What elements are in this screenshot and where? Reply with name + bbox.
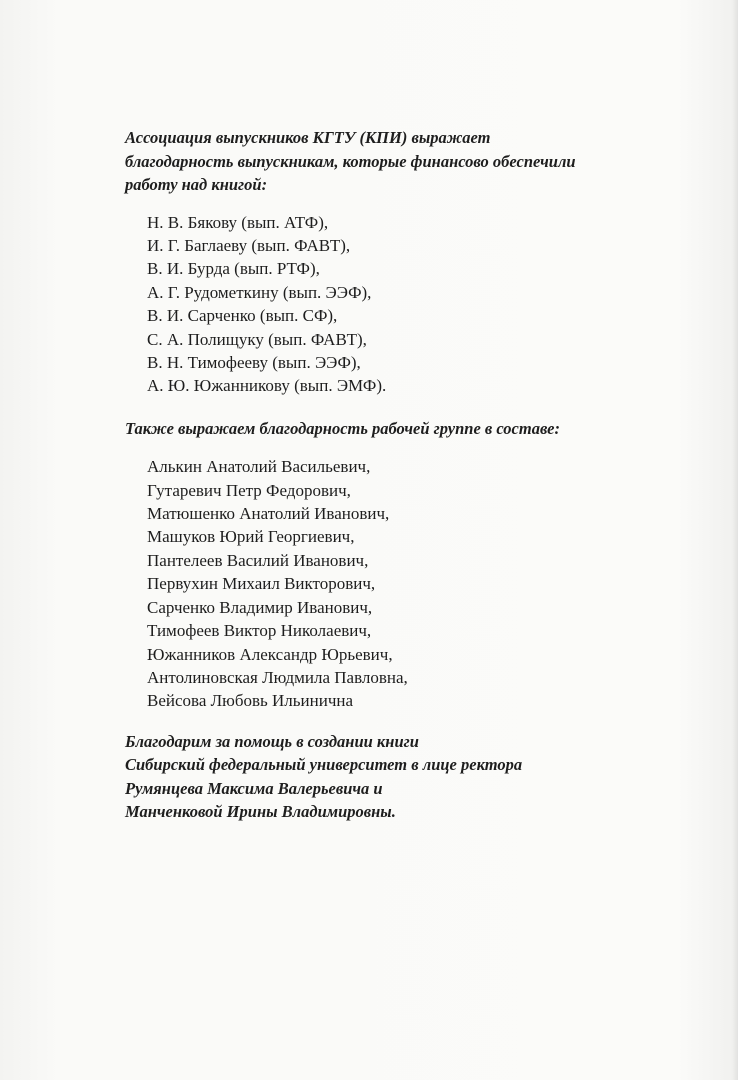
intro-line: работу над книгой: xyxy=(125,175,268,194)
intro-line: благодарность выпускникам, которые финансово обеспечили xyxy=(125,151,576,171)
graduate-item: И. Г. Баглаеву (вып. ФАВТ), xyxy=(147,235,351,255)
closing-paragraph xyxy=(125,730,685,824)
closing-line: Сибирский федеральный университет в лице ректора xyxy=(125,755,523,775)
closing-line: Манченковой Ирины Владимировны. xyxy=(125,802,396,822)
intro-line: Ассоциация выпускников КГТУ (КПИ) выражает xyxy=(125,128,491,147)
working-group-member: Матюшенко Анатолий Иванович, xyxy=(147,504,390,524)
working-group-member: Пантелеев Василий Иванович, xyxy=(147,550,369,570)
working-group-heading xyxy=(125,417,685,441)
working-group-member: Машуков Юрий Георгиевич, xyxy=(147,527,355,547)
working-group-list xyxy=(125,455,685,712)
graduate-item: В. Н. Тимофееву (вып. ЭЭФ), xyxy=(147,352,361,372)
working-group-member: Гутаревич Петр Федорович, xyxy=(147,480,351,500)
graduate-item: В. И. Сарченко (вып. СФ), xyxy=(147,306,338,326)
acknowledgements-content xyxy=(125,126,685,824)
closing-line: Румянцева Максима Валерьевича и xyxy=(125,778,383,798)
graduate-item: В. И. Бурда (вып. РТФ), xyxy=(147,259,320,279)
intro-paragraph xyxy=(125,126,685,197)
graduate-item: Н. В. Бякову (вып. АТФ), xyxy=(147,212,329,232)
closing-line: Благодарим за помощь в создании книги xyxy=(125,731,419,751)
page-edge-shadow xyxy=(732,0,738,1080)
working-group-member: Вейсова Любовь Ильинична xyxy=(147,691,354,711)
working-group-member: Тимофеев Виктор Николаевич, xyxy=(147,621,372,641)
working-group-member: Алькин Анатолий Васильевич, xyxy=(147,457,371,477)
graduate-item: А. Г. Рудометкину (вып. ЭЭФ), xyxy=(147,282,372,302)
working-group-member: Сарченко Владимир Иванович, xyxy=(147,597,373,617)
working-group-member: Антолиновская Людмила Павловна, xyxy=(147,667,408,687)
graduates-list xyxy=(125,211,685,398)
graduate-item: А. Ю. Южанникову (вып. ЭМФ). xyxy=(147,376,387,396)
graduate-item: С. А. Полищуку (вып. ФАВТ), xyxy=(147,329,367,349)
working-group-member: Первухин Михаил Викторович, xyxy=(147,574,376,594)
working-group-heading-text: Также выражаем благодарность рабочей группе в составе: xyxy=(125,418,560,438)
working-group-member: Южанников Александр Юрьевич, xyxy=(147,644,393,664)
